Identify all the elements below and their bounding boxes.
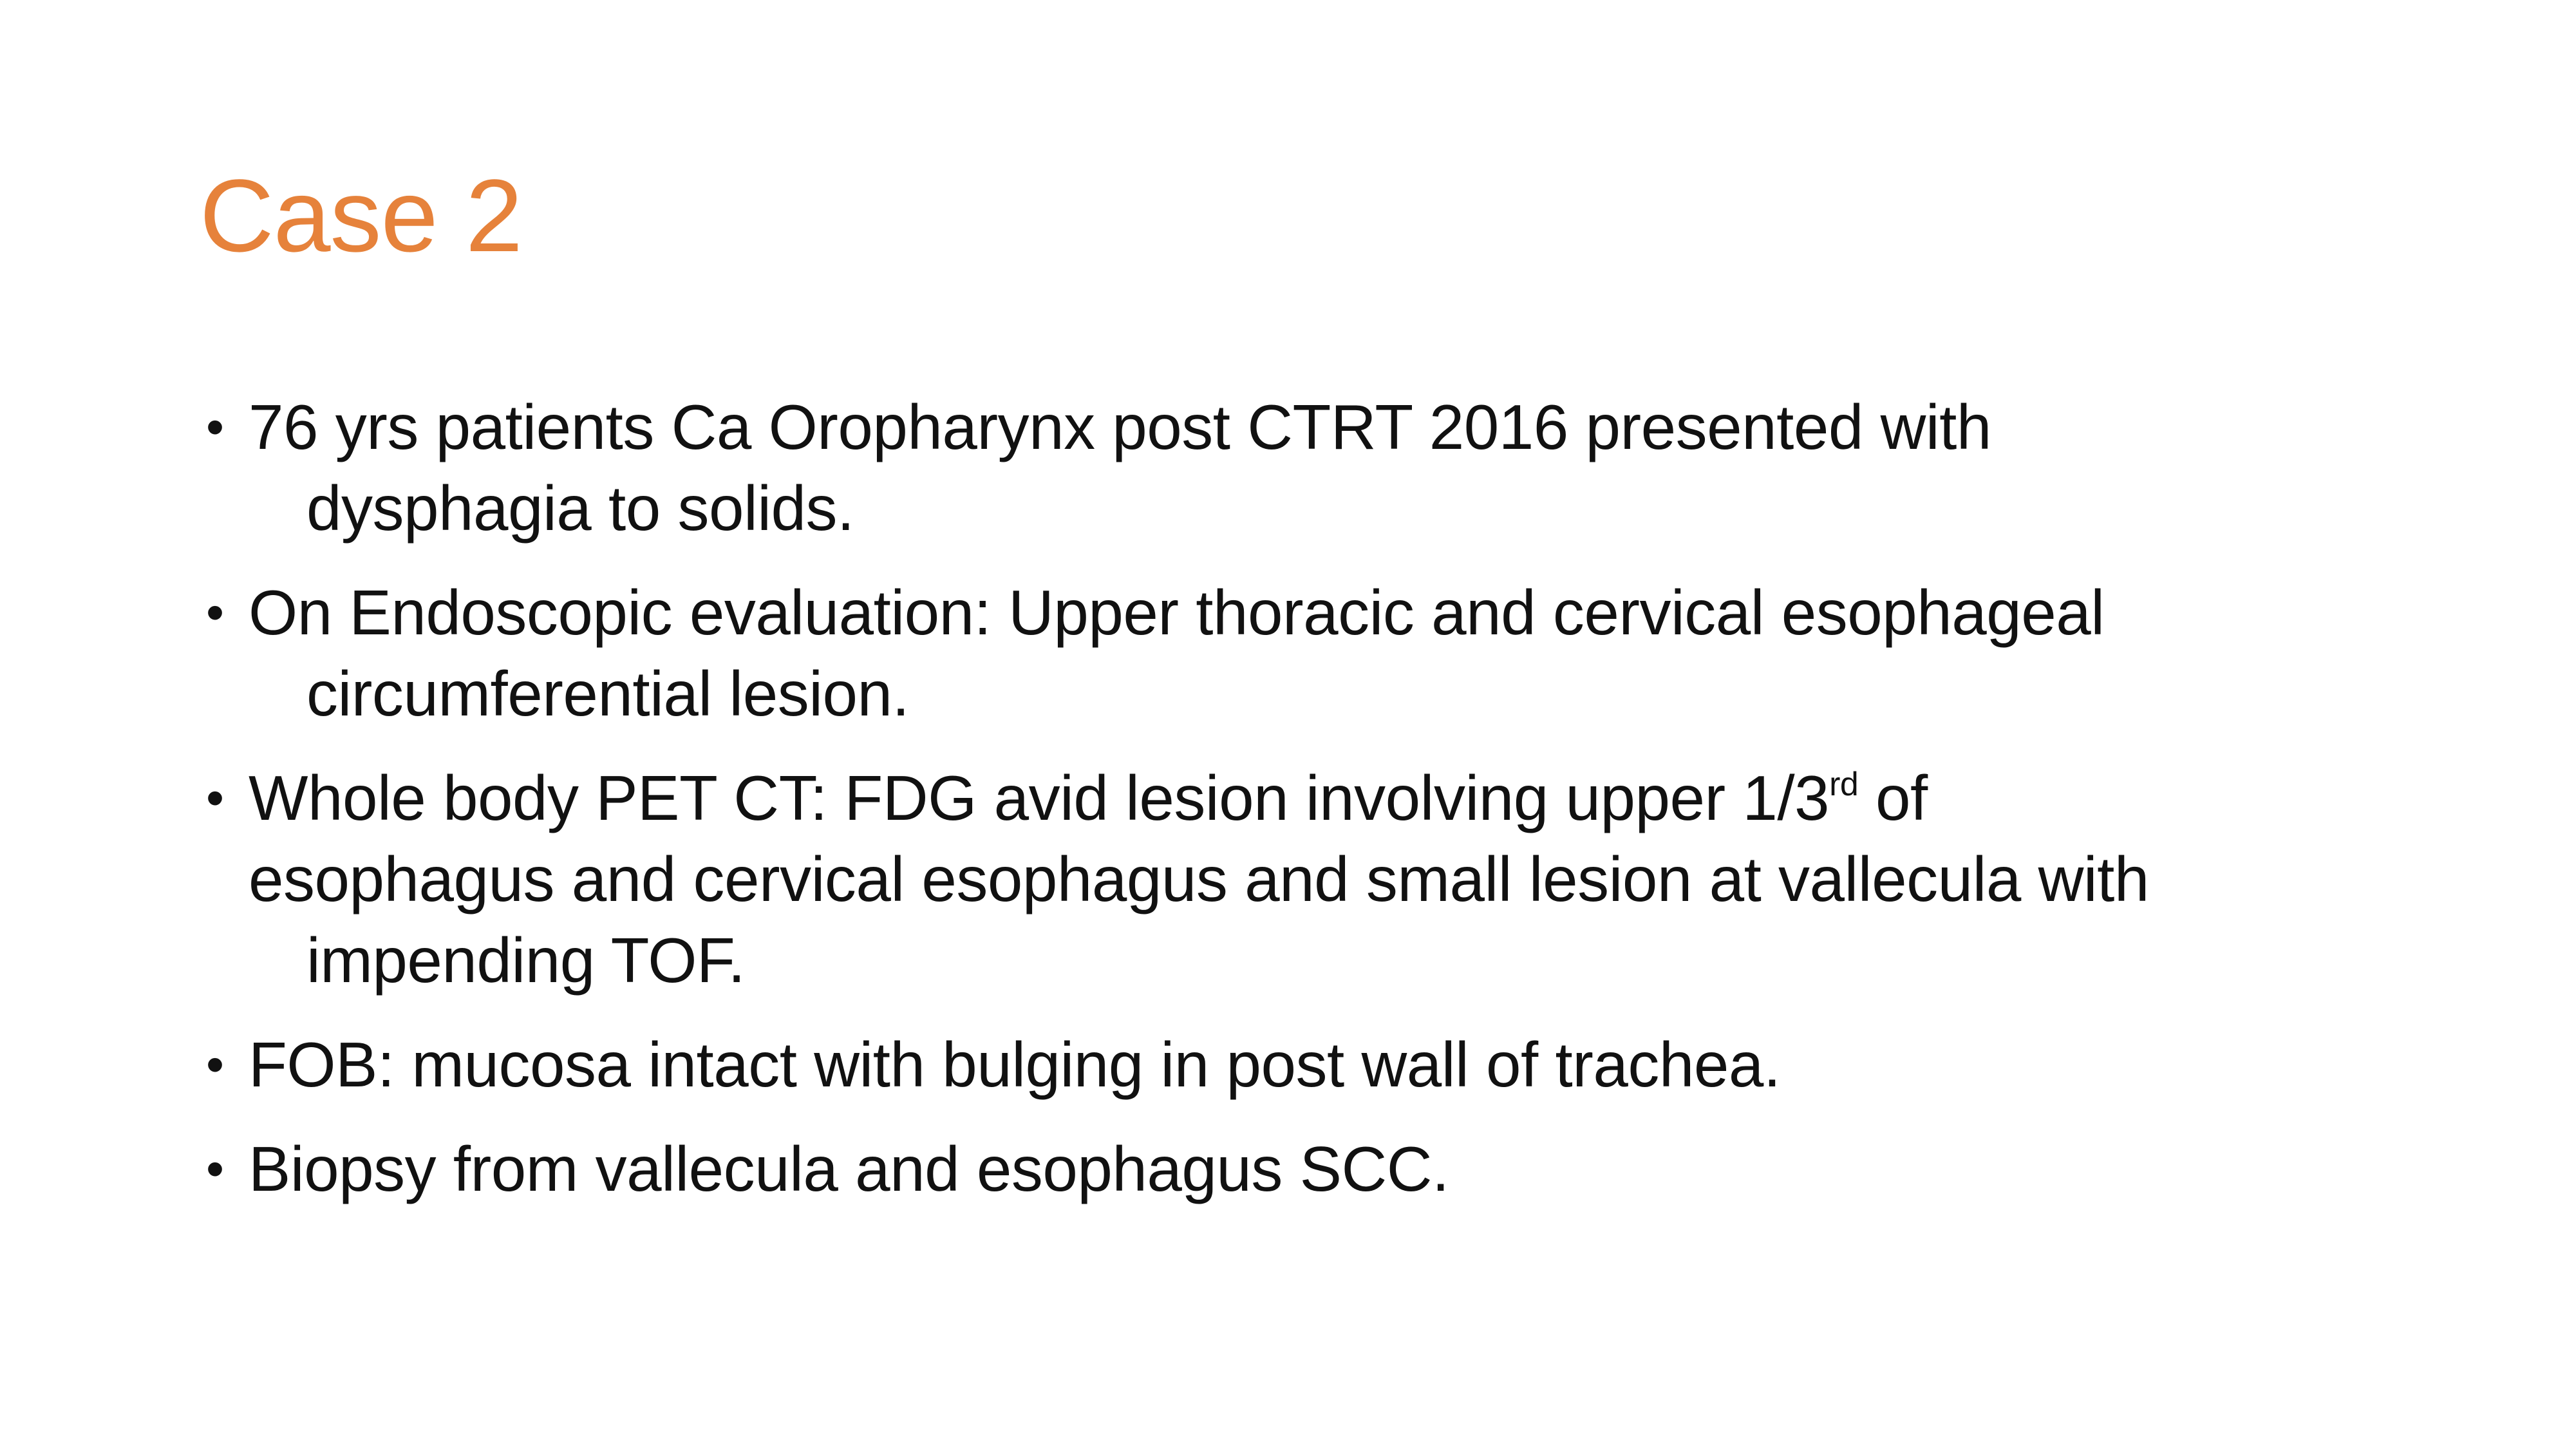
ordinal-superscript: rd [1829, 766, 1859, 803]
bullet-item-4 [200, 1024, 2421, 1105]
bullet-3-line-1-tail: of [1858, 762, 1928, 833]
bullet-dot-icon: • [206, 1036, 224, 1093]
bullet-3-line-2: esophagus and cervical esophagus and small lesion at vallecula with [249, 844, 2149, 914]
bullet-item-2 [200, 572, 2421, 734]
slide-title: Case 2 [200, 158, 522, 273]
bullet-4-line-1: FOB: mucosa intact with bulging in post wall of trachea. [249, 1029, 1781, 1100]
bullet-item-1 [200, 386, 2421, 549]
bullet-dot-icon: • [206, 583, 224, 641]
bullet-1-line-2: dysphagia to solids. [306, 473, 854, 544]
bullet-3-line-1 [249, 757, 2421, 838]
bullet-3-line-1-text: Whole body PET CT: FDG avid lesion involving upper 1/3 [249, 762, 1830, 833]
bullet-dot-icon: • [206, 398, 224, 455]
bullet-2-line-2: circumferential lesion. [306, 658, 910, 729]
bullet-dot-icon: • [206, 1140, 224, 1197]
bullet-list [200, 386, 2421, 1233]
bullet-item-5 [200, 1128, 2421, 1209]
bullet-1-line-1: 76 yrs patients Ca Oropharynx post CTRT 2016 presented with [249, 392, 1991, 462]
bullet-item-3 [200, 757, 2421, 1001]
bullet-3-line-3: impending TOF. [306, 925, 746, 996]
bullet-2-line-1: On Endoscopic evaluation: Upper thoracic and cervical esophageal [249, 577, 2105, 648]
bullet-5-line-1: Biopsy from vallecula and esophagus SCC. [249, 1133, 1449, 1204]
bullet-dot-icon: • [206, 769, 224, 826]
